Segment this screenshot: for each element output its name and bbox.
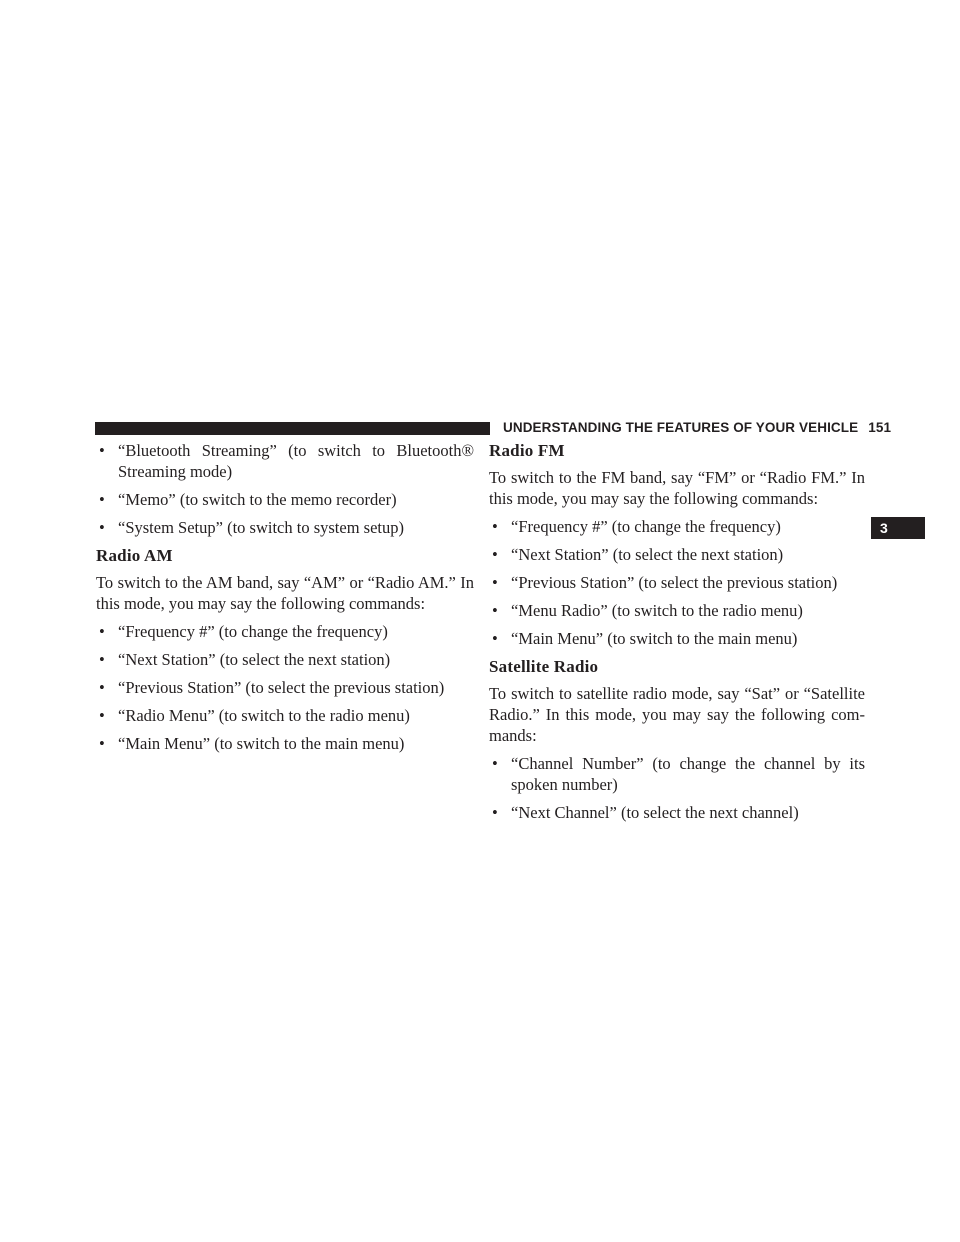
bullet-glyph: •	[492, 517, 498, 536]
list-item: • “Bluetooth Streaming” (to switch to Bluetooth® Streaming mode)	[99, 441, 474, 481]
bullet-glyph: •	[99, 622, 105, 641]
header-rule	[95, 422, 490, 435]
bullet-glyph: •	[99, 490, 105, 509]
heading-radio-am: Radio AM	[96, 546, 173, 565]
chapter-tab[interactable]: 3	[871, 517, 925, 539]
list-item: • “Main Menu” (to switch to the main menu)	[99, 734, 405, 753]
list-item: • “Frequency #” (to change the frequency)	[99, 622, 388, 641]
bullet-glyph: •	[492, 803, 498, 822]
paragraph-satellite-radio: To switch to satellite radio mode, say “Sat” or “Satellite Radio.” In this mode, you may say the following com- mands:	[489, 684, 865, 745]
bullet-glyph: •	[492, 573, 498, 592]
bullet-glyph: •	[492, 754, 498, 773]
paragraph-radio-fm: To switch to the FM band, say “FM” or “Radio FM.” In this mode, you may say the following commands:	[489, 468, 865, 508]
running-header	[503, 418, 891, 438]
list-item: • “Previous Station” (to select the previous station)	[99, 678, 445, 697]
list-item: • “System Setup” (to switch to system setup)	[99, 518, 404, 537]
list-item: • “Radio Menu” (to switch to the radio menu)	[99, 706, 410, 725]
bullet-glyph: •	[99, 734, 105, 753]
list-item: • “Next Station” (to select the next station)	[492, 545, 784, 564]
heading-radio-fm: Radio FM	[489, 441, 565, 460]
list-item: • “Next Channel” (to select the next channel)	[492, 803, 799, 822]
bullet-glyph: •	[492, 545, 498, 564]
list-item: • “Frequency #” (to change the frequency)	[492, 517, 781, 536]
bullet-glyph: •	[492, 629, 498, 648]
bullet-glyph: •	[492, 601, 498, 620]
bullet-glyph: •	[99, 706, 105, 725]
list-item: • “Memo” (to switch to the memo recorder)	[99, 490, 397, 509]
bullet-glyph: •	[99, 518, 105, 537]
list-item: • “Menu Radio” (to switch to the radio menu)	[492, 601, 803, 620]
bullet-glyph: •	[99, 441, 105, 460]
list-item: • “Previous Station” (to select the previous station)	[492, 573, 838, 592]
heading-satellite-radio: Satellite Radio	[489, 657, 599, 676]
paragraph-radio-am: To switch to the AM band, say “AM” or “Radio AM.” In this mode, you may say the following commands:	[96, 573, 474, 613]
page-number: 151	[868, 420, 892, 435]
bullet-glyph: •	[99, 650, 105, 669]
right-column	[489, 440, 865, 830]
left-column	[96, 440, 474, 761]
list-item: • “Next Station” (to select the next station)	[99, 650, 391, 669]
bullet-glyph: •	[99, 678, 105, 697]
section-title: UNDERSTANDING THE FEATURES OF YOUR VEHICLE	[503, 420, 859, 435]
list-item: • “Channel Number” (to change the channel by its spoken number)	[492, 754, 865, 794]
list-item: • “Main Menu” (to switch to the main menu)	[492, 629, 798, 648]
